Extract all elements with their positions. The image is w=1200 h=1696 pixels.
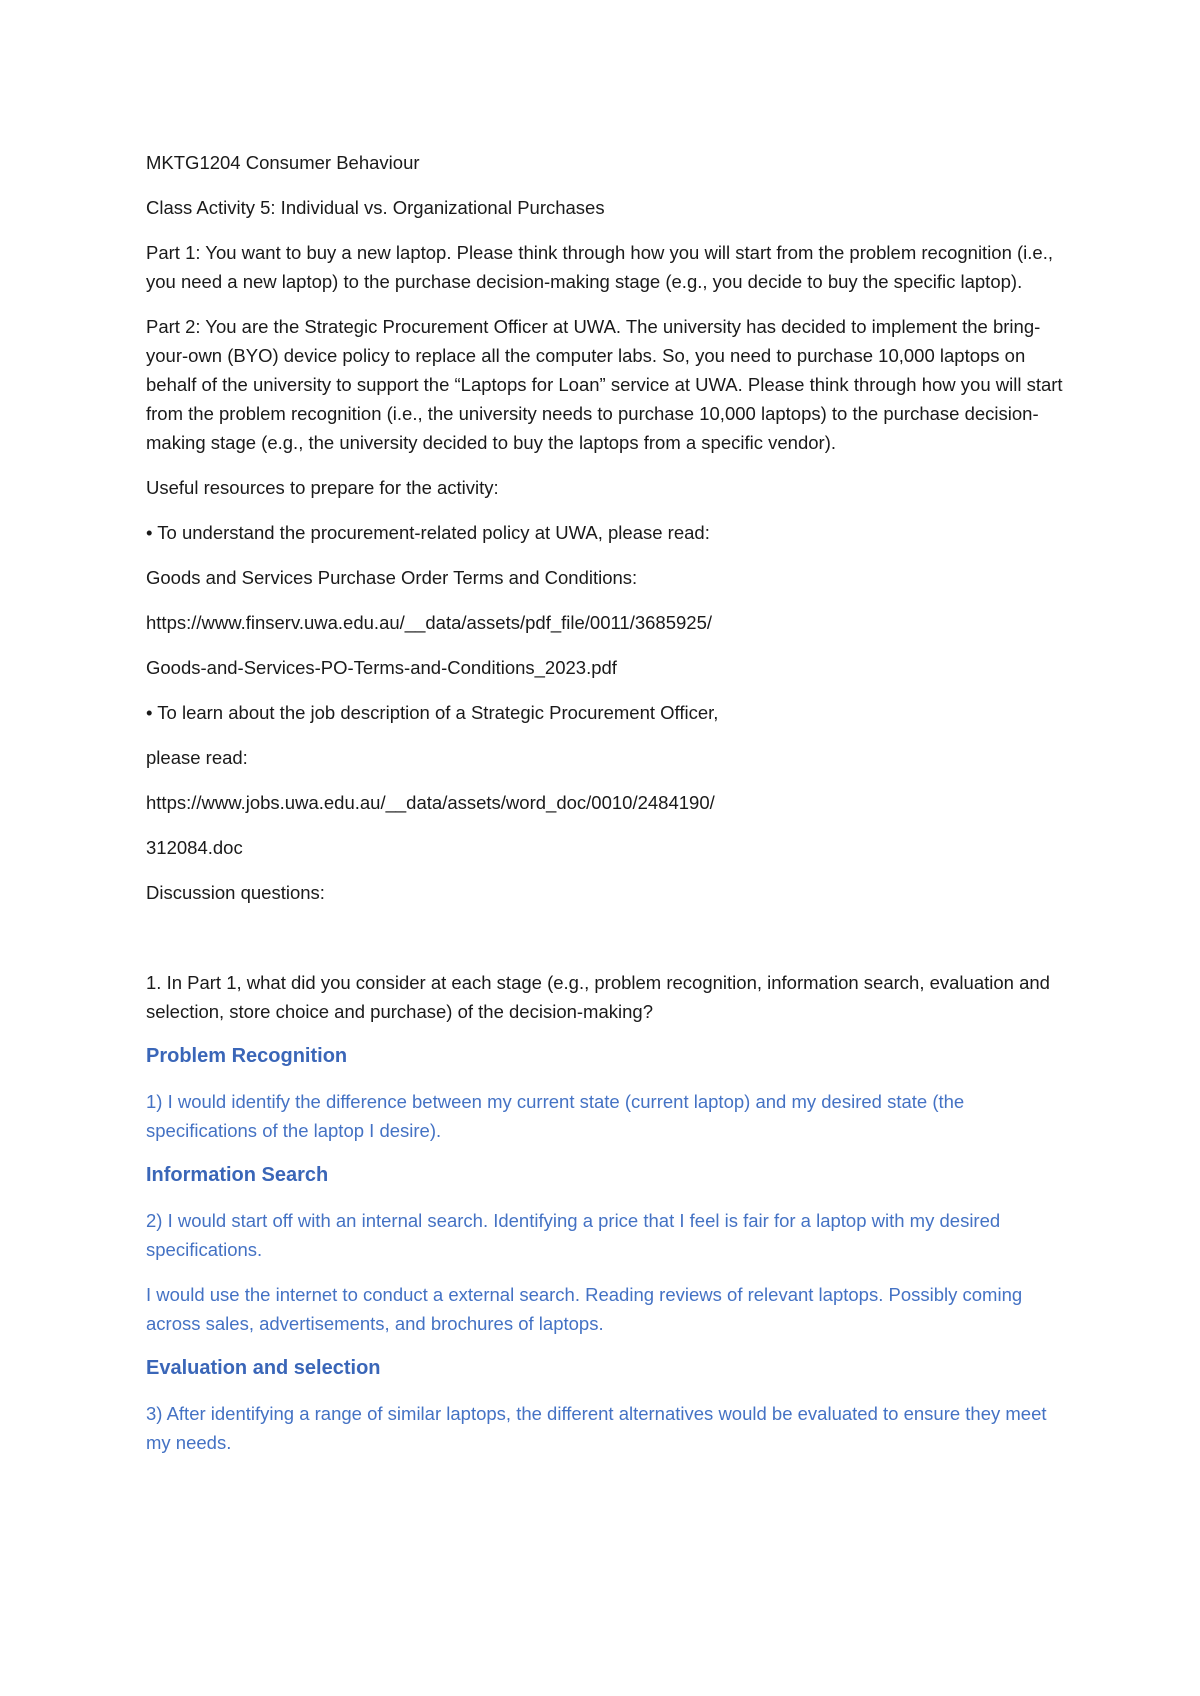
question-1: 1. In Part 1, what did you consider at each stage (e.g., problem recognition, information search, evaluation and selection, store choice and purchase) of the decision-making? <box>146 972 1050 1022</box>
bullet-procurement-policy: • To understand the procurement-related policy at UWA, please read: <box>146 522 710 543</box>
resource2-url-line2: 312084.doc <box>146 837 243 858</box>
spacer <box>146 923 1066 968</box>
answer-3: 3) After identifying a range of similar laptops, the different alternatives would be evaluated to ensure they meet my needs. <box>146 1403 1047 1453</box>
heading-problem-recognition: Problem Recognition <box>146 1045 348 1067</box>
heading-evaluation-selection: Evaluation and selection <box>146 1357 381 1379</box>
discussion-label: Discussion questions: <box>146 882 325 903</box>
course-title: MKTG1204 Consumer Behaviour <box>146 152 420 173</box>
answer-2b: I would use the internet to conduct a external search. Reading reviews of relevant laptops. Possibly coming across sales, advertisements, and brochures of laptops. <box>146 1284 1023 1334</box>
activity-title: Class Activity 5: Individual vs. Organizational Purchases <box>146 197 605 218</box>
heading-information-search: Information Search <box>146 1164 329 1186</box>
resources-intro: Useful resources to prepare for the activity: <box>146 477 499 498</box>
resource1-title: Goods and Services Purchase Order Terms and Conditions: <box>146 567 638 588</box>
resource1-url-line1: https://www.finserv.uwa.edu.au/__data/assets/pdf_file/0011/3685925/ <box>146 612 712 633</box>
resource1-url-line2: Goods-and-Services-PO-Terms-and-Conditions_2023.pdf <box>146 657 617 678</box>
resource2-url-line1: https://www.jobs.uwa.edu.au/__data/assets/word_doc/0010/2484190/ <box>146 792 715 813</box>
answer-1: 1) I would identify the difference between my current state (current laptop) and my desired state (the specifications of the laptop I desire). <box>146 1091 965 1141</box>
document-page <box>146 148 1066 1473</box>
answer-2: 2) I would start off with an internal search. Identifying a price that I feel is fair for a laptop with my desired specifications. <box>146 1210 1001 1260</box>
part2-paragraph: Part 2: You are the Strategic Procurement Officer at UWA. The university has decided to implement the bring-your-own (BYO) device policy to replace all the computer labs. So, you need to purchase 10,000 laptops on behalf of the university to support the “Laptops for Loan” service at UWA. Please think through how you will start from the problem recognition (i.e., the university needs to purchase 10,000 laptops) to the purchase decision-making stage (e.g., the university decided to buy the laptops from a specific vendor). <box>146 316 1063 453</box>
bullet-job-description-cont: please read: <box>146 747 248 768</box>
part1-paragraph: Part 1: You want to buy a new laptop. Please think through how you will start from the problem recognition (i.e., you need a new laptop) to the purchase decision-making stage (e.g., you decide to buy the specific laptop). <box>146 242 1054 292</box>
bullet-job-description: • To learn about the job description of a Strategic Procurement Officer, <box>146 702 719 723</box>
